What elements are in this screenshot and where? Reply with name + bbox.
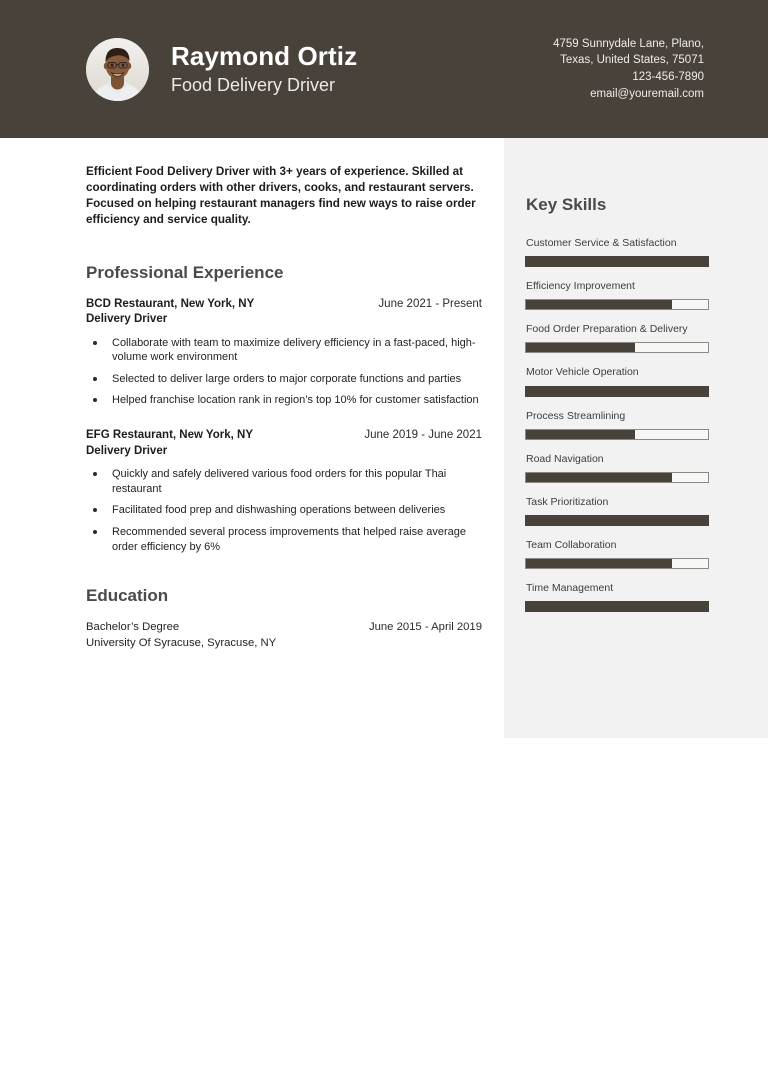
experience-list [86,297,482,555]
experience-header [86,428,482,459]
skill-label: Process Streamlining [526,409,626,422]
skill-level-fill [526,473,672,482]
skill-label: Team Collaboration [526,538,617,551]
experience-bullet: Selected to deliver large orders to major corporate functions and parties [86,372,482,387]
skill-item [525,237,709,267]
skill-label: Road Navigation [526,452,604,465]
experience-dates: June 2019 - June 2021 [364,429,482,442]
skill-item [525,453,709,483]
skill-label: Motor Vehicle Operation [526,366,639,379]
experience-company: BCD Restaurant, New York, NY [86,297,255,310]
education-degree: Bachelor’s Degree [86,621,180,634]
skill-item [525,323,709,353]
skill-item [525,410,709,440]
experience-dates: June 2021 - Present [378,297,482,310]
skill-label: Task Prioritization [526,495,609,508]
experience-header [86,297,482,328]
experience-bullet: Collaborate with team to maximize delivery efficiency in a fast-paced, high-volume work environment [86,336,482,365]
skill-level-bar [525,515,709,526]
skill-level-fill [525,386,709,397]
experience-bullet: Recommended several process improvements that helped raise average order efficiency by 6% [86,525,482,554]
person-job-title: Food Delivery Driver [171,74,336,95]
skill-level-fill [525,601,709,612]
avatar [86,38,149,101]
contact-email: email@youremail.com [590,87,704,100]
person-name: Raymond Ortiz [171,40,358,71]
contact-address-line-2: Texas, United States, 75071 [560,54,704,67]
contact-info [553,36,704,103]
experience-company: EFG Restaurant, New York, NY [86,429,254,442]
experience-bullets [86,467,482,554]
experience-role: Delivery Driver [86,444,168,457]
education-list [86,620,482,652]
contact-phone: 123-456-7890 [632,71,704,83]
skill-level-fill [526,343,635,352]
skill-level-fill [525,256,709,267]
profile-photo-icon [86,38,149,101]
contact-address-line-1: 4759 Sunnydale Lane, Plano, [553,37,704,50]
skill-label: Food Order Preparation & Delivery [526,323,688,336]
skill-level-bar [525,299,709,310]
key-skills-sidebar [504,138,768,738]
resume-header [0,0,768,138]
experience-titles [86,297,254,328]
experience-role: Delivery Driver [86,313,168,326]
skill-level-bar [525,558,709,569]
experience-bullet: Quickly and safely delivered various food orders for this popular Thai restaurant [86,467,482,496]
key-skills-title: Key Skills [526,195,607,214]
skill-level-fill [525,515,709,526]
skill-level-bar [525,429,709,440]
skill-item [525,366,709,396]
name-block [171,42,357,97]
identity-block [86,38,553,101]
professional-experience-heading: Professional Experience [86,262,284,282]
experience-item [86,297,482,409]
education-header [86,620,482,636]
skill-level-bar [525,601,709,612]
skill-item [525,539,709,569]
skills-list [525,237,709,612]
experience-bullet: Helped franchise location rank in region’s top 10% for customer satisfaction [86,393,482,408]
skill-item [525,582,709,612]
skill-level-bar [525,386,709,397]
skill-level-bar [525,256,709,267]
main-column [86,164,482,652]
experience-titles [86,428,253,459]
experience-bullets [86,336,482,409]
education-item [86,620,482,652]
skill-label: Efficiency Improvement [526,280,635,293]
education-dates: June 2015 - April 2019 [368,621,482,634]
education-school: University Of Syracuse, Syracuse, NY [86,637,277,650]
skill-item [525,496,709,526]
skill-level-fill [526,430,635,439]
experience-item [86,428,482,554]
education-heading: Education [86,586,169,606]
skill-item [525,280,709,310]
skill-label: Time Management [526,582,614,594]
skill-level-bar [525,342,709,353]
skill-level-bar [525,472,709,483]
skill-level-fill [526,559,672,568]
skill-level-fill [526,300,672,309]
experience-bullet: Facilitated food prep and dishwashing operations between deliveries [86,503,482,518]
professional-summary: Efficient Food Delivery Driver with 3+ years of experience. Skilled at coordinating orders with other drivers, cooks, and restaurant servers. Focused on helping restaurant managers find new ways to raise order efficiency and service quality. [86,165,476,227]
skill-label: Customer Service & Satisfaction [526,237,677,249]
